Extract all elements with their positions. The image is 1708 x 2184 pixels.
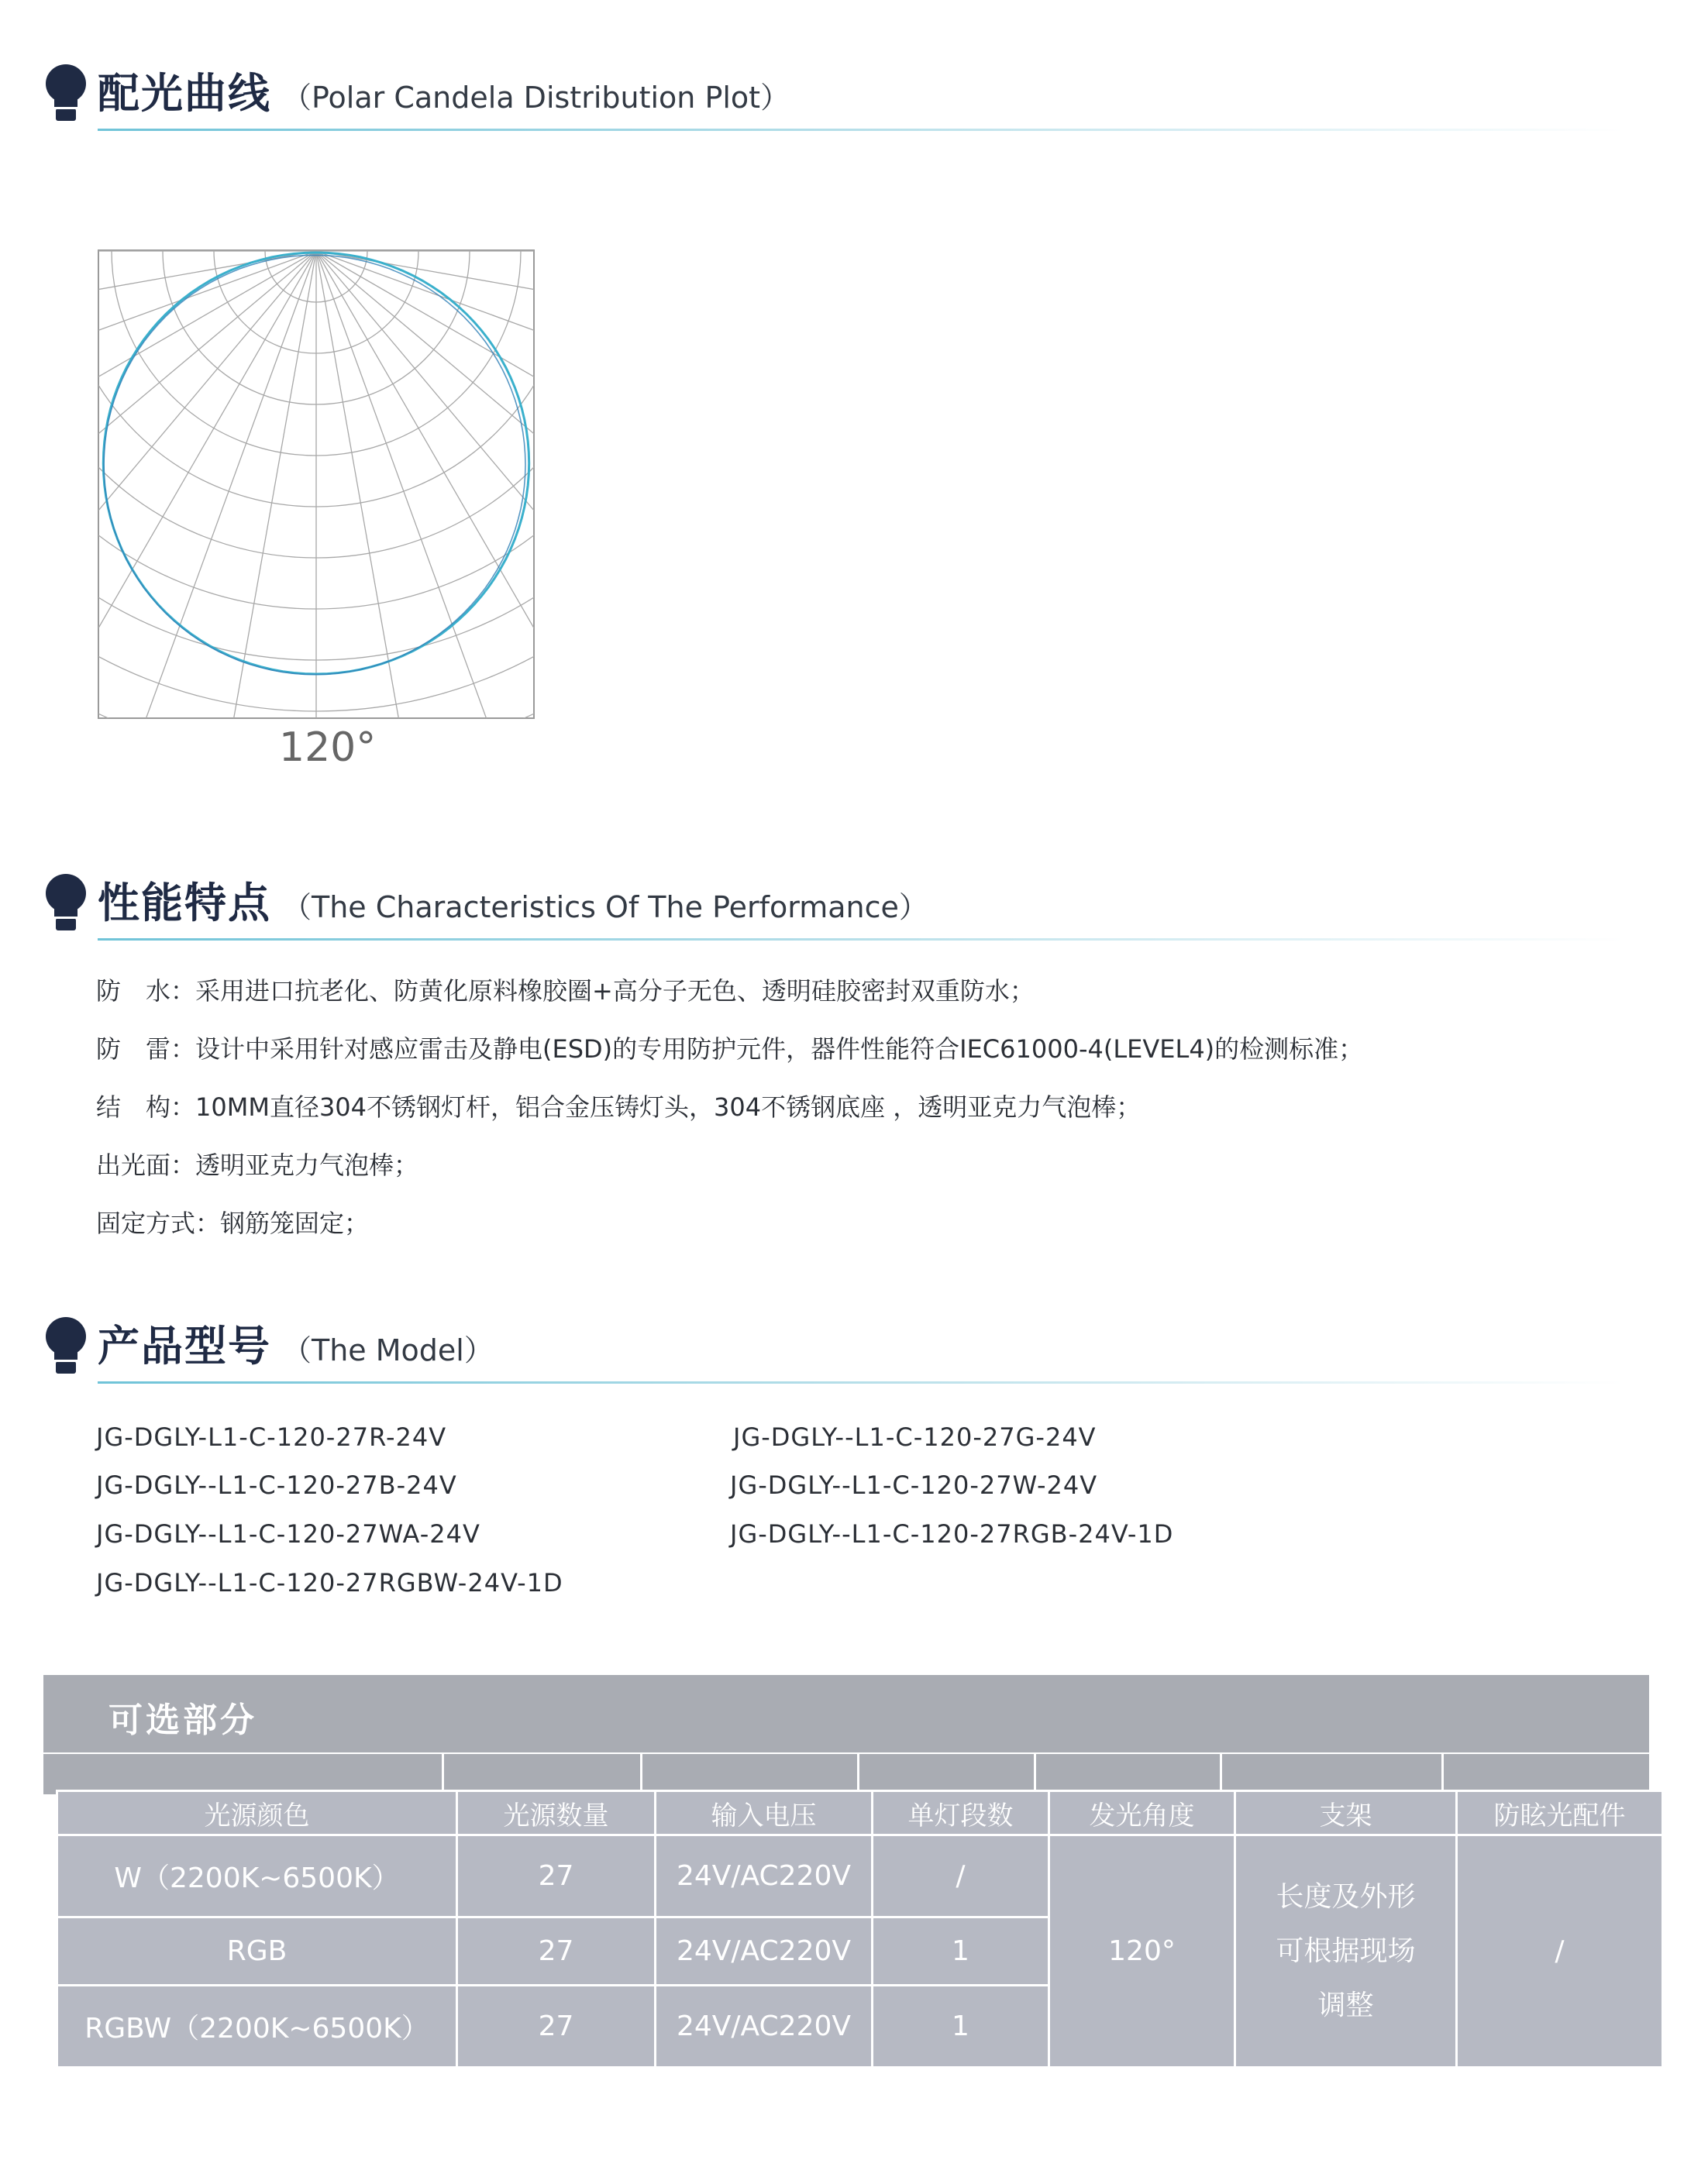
section-divider (98, 938, 1624, 941)
cell-color: RGB (57, 1917, 457, 1985)
model-item: JG-DGLY--L1-C-120-27W-24V (730, 1470, 1098, 1500)
column-header: 输入电压 (656, 1791, 873, 1835)
column-header: 防眩光配件 (1457, 1791, 1663, 1835)
model-item: JG-DGLY--L1-C-120-27G-24V (733, 1422, 1097, 1452)
cell-voltage: 24V/AC220V (656, 1835, 873, 1917)
cell-color: RGBW（2200K~6500K） (57, 1985, 457, 2067)
cell-voltage: 24V/AC220V (656, 1917, 873, 1985)
features-section-header (43, 870, 1624, 955)
feature-light-surface: 出光面：透明亚克力气泡棒； (96, 1150, 419, 1180)
cell-anti-glare: / (1457, 1835, 1663, 2068)
model-item: JG-DGLY--L1-C-120-27RGBW-24V-1D (96, 1568, 563, 1598)
section-divider (98, 129, 1624, 131)
polar-candela-plot (98, 249, 535, 719)
options-table (56, 1790, 1664, 2069)
model-item: JG-DGLY--L1-C-120-27RGB-24V-1D (730, 1519, 1174, 1549)
options-title: 可选部分 (108, 1701, 257, 1740)
lightbulb-icon (43, 1316, 88, 1375)
cell-count: 27 (457, 1835, 656, 1917)
feature-mounting: 固定方式：钢筋笼固定； (96, 1209, 370, 1238)
section-title: 配光曲线 （Polar Candela Distribution Plot） (98, 69, 790, 118)
lightbulb-icon (43, 873, 88, 932)
cell-segments: 1 (873, 1917, 1049, 1985)
model-item: JG-DGLY-L1-C-120-27R-24V (96, 1422, 447, 1452)
cell-count: 27 (457, 1985, 656, 2067)
model-item: JG-DGLY--L1-C-120-27B-24V (96, 1470, 457, 1500)
table-header-row (57, 1791, 1663, 1835)
polar-section-header (43, 60, 1624, 146)
feature-lightning: 防 雷：设计中采用针对感应雷击及静电(ESD)的专用防护元件，器件性能符合IEC61000-4(LEVEL4)的检测标准； (96, 1034, 1364, 1064)
column-header: 支架 (1235, 1791, 1457, 1835)
column-header: 单灯段数 (873, 1791, 1049, 1835)
model-section-header (43, 1313, 1624, 1398)
cell-bracket: 长度及外形 可根据现场 调整 (1235, 1835, 1457, 2068)
lightbulb-icon (43, 64, 88, 122)
cell-segments: / (873, 1835, 1049, 1917)
cell-color: W（2200K~6500K） (57, 1835, 457, 1917)
cell-segments: 1 (873, 1985, 1049, 2067)
cell-voltage: 24V/AC220V (656, 1985, 873, 2067)
column-header: 发光角度 (1049, 1791, 1235, 1835)
options-header-strip (43, 1754, 1649, 1794)
cell-beam-angle: 120° (1049, 1835, 1235, 2068)
column-header: 光源颜色 (57, 1791, 457, 1835)
section-title: 性能特点 （The Characteristics Of The Performance） (98, 879, 928, 927)
feature-waterproof: 防 水：采用进口抗老化、防黄化原料橡胶圈+高分子无色、透明硅胶密封双重防水； (96, 976, 1035, 1006)
cell-count: 27 (457, 1917, 656, 1985)
column-header: 光源数量 (457, 1791, 656, 1835)
model-item: JG-DGLY--L1-C-120-27WA-24V (96, 1519, 480, 1549)
table-row (57, 1835, 1663, 1917)
beam-angle-label: 120° (279, 724, 377, 771)
feature-structure: 结 构：10MM直径304不锈钢灯杆，铝合金压铸灯头，304不锈钢底座 ，透明亚克力气泡棒； (96, 1092, 1142, 1122)
section-title: 产品型号 （The Model） (98, 1322, 494, 1371)
options-title-bar (43, 1675, 1649, 1752)
section-divider (98, 1381, 1624, 1384)
